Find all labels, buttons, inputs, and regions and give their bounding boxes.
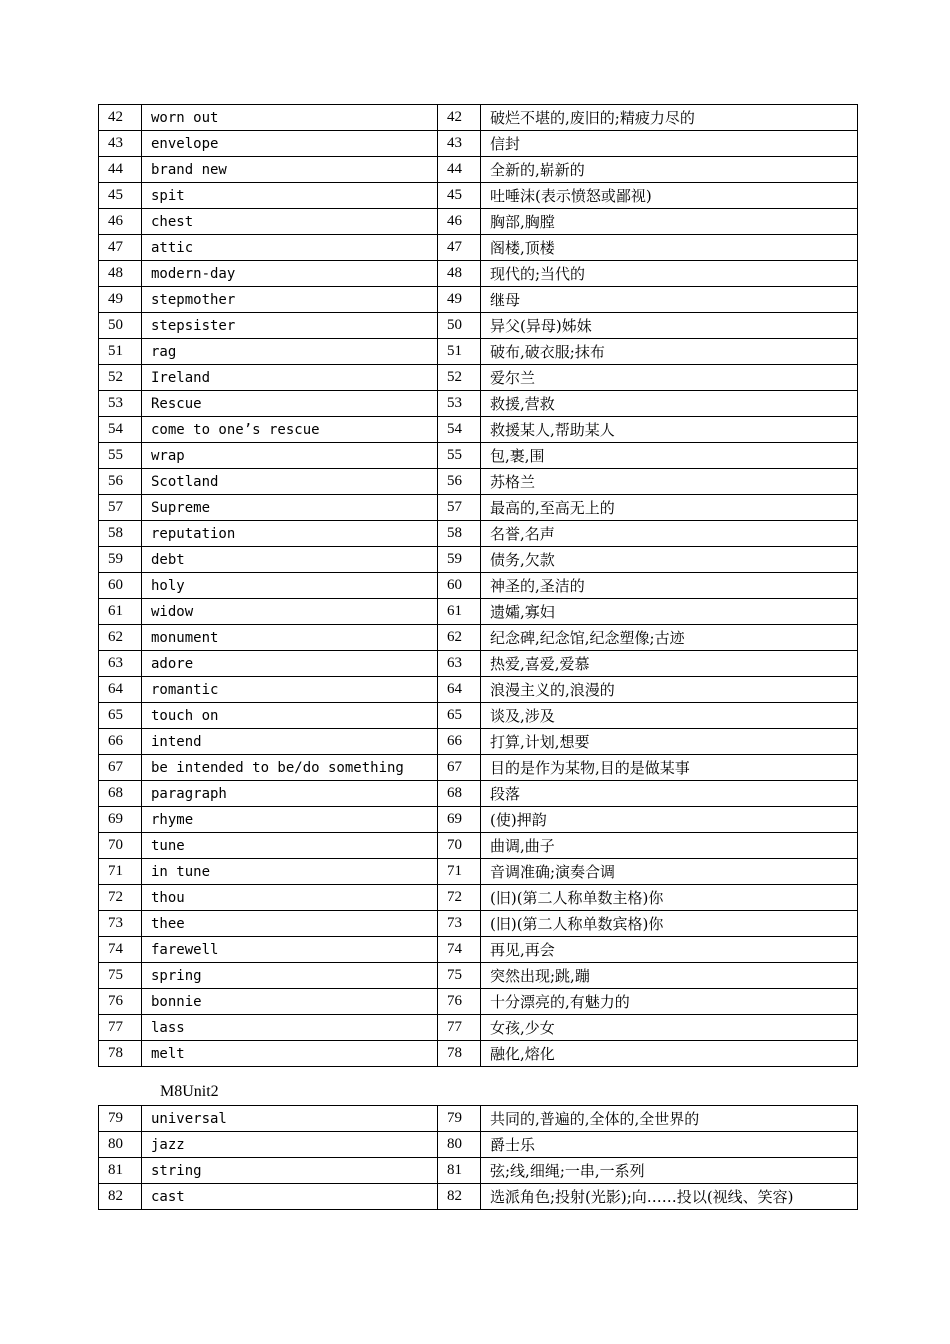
meaning-number: 54: [438, 417, 481, 443]
word-number: 44: [99, 157, 142, 183]
chinese-meaning: 破烂不堪的,废旧的;精疲力尽的: [481, 105, 858, 131]
english-word: touch on: [142, 703, 438, 729]
chinese-meaning: 热爱,喜爱,爱慕: [481, 651, 858, 677]
word-number: 63: [99, 651, 142, 677]
table-row: [99, 859, 858, 885]
meaning-number: 77: [438, 1015, 481, 1041]
english-word: monument: [142, 625, 438, 651]
meaning-number: 58: [438, 521, 481, 547]
table-row: [99, 1158, 858, 1184]
meaning-number: 57: [438, 495, 481, 521]
english-word: rhyme: [142, 807, 438, 833]
word-number: 51: [99, 339, 142, 365]
meaning-number: 70: [438, 833, 481, 859]
table-row: [99, 131, 858, 157]
word-number: 54: [99, 417, 142, 443]
word-number: 53: [99, 391, 142, 417]
chinese-meaning: 音调准确;演奏合调: [481, 859, 858, 885]
chinese-meaning: 谈及,涉及: [481, 703, 858, 729]
word-number: 65: [99, 703, 142, 729]
word-number: 66: [99, 729, 142, 755]
word-number: 45: [99, 183, 142, 209]
meaning-number: 61: [438, 599, 481, 625]
chinese-meaning: 遗孀,寡妇: [481, 599, 858, 625]
chinese-meaning: 女孩,少女: [481, 1015, 858, 1041]
table-row: [99, 1106, 858, 1132]
chinese-meaning: 胸部,胸膛: [481, 209, 858, 235]
chinese-meaning: 爱尔兰: [481, 365, 858, 391]
vocab-table-body: [99, 105, 858, 1067]
word-number: 42: [99, 105, 142, 131]
meaning-number: 64: [438, 677, 481, 703]
meaning-number: 73: [438, 911, 481, 937]
meaning-number: 80: [438, 1132, 481, 1158]
chinese-meaning: 现代的;当代的: [481, 261, 858, 287]
word-number: 76: [99, 989, 142, 1015]
section-title: M8Unit2: [160, 1083, 219, 1100]
chinese-meaning: 神圣的,圣洁的: [481, 573, 858, 599]
word-number: 43: [99, 131, 142, 157]
meaning-number: 46: [438, 209, 481, 235]
meaning-number: 74: [438, 937, 481, 963]
meaning-number: 59: [438, 547, 481, 573]
table-row: [99, 443, 858, 469]
chinese-meaning: 吐唾沫(表示愤怒或鄙视): [481, 183, 858, 209]
chinese-meaning: 浪漫主义的,浪漫的: [481, 677, 858, 703]
english-word: cast: [142, 1184, 438, 1210]
vocab-table-unit2: [98, 1105, 858, 1210]
table-row: [99, 339, 858, 365]
chinese-meaning: 纪念碑,纪念馆,纪念塑像;古迹: [481, 625, 858, 651]
table-row: [99, 573, 858, 599]
meaning-number: 55: [438, 443, 481, 469]
word-number: 57: [99, 495, 142, 521]
chinese-meaning: 共同的,普遍的,全体的,全世界的: [481, 1106, 858, 1132]
meaning-number: 67: [438, 755, 481, 781]
table-row: [99, 911, 858, 937]
meaning-number: 79: [438, 1106, 481, 1132]
english-word: intend: [142, 729, 438, 755]
word-number: 73: [99, 911, 142, 937]
meaning-number: 48: [438, 261, 481, 287]
english-word: adore: [142, 651, 438, 677]
chinese-meaning: (旧)(第二人称单数主格)你: [481, 885, 858, 911]
chinese-meaning: 包,裹,围: [481, 443, 858, 469]
english-word: lass: [142, 1015, 438, 1041]
chinese-meaning: 曲调,曲子: [481, 833, 858, 859]
table-row: [99, 963, 858, 989]
meaning-number: 62: [438, 625, 481, 651]
word-number: 80: [99, 1132, 142, 1158]
word-number: 68: [99, 781, 142, 807]
meaning-number: 53: [438, 391, 481, 417]
meaning-number: 72: [438, 885, 481, 911]
chinese-meaning: 继母: [481, 287, 858, 313]
english-word: in tune: [142, 859, 438, 885]
chinese-meaning: 名誉,名声: [481, 521, 858, 547]
table-row: [99, 547, 858, 573]
word-number: 60: [99, 573, 142, 599]
meaning-number: 47: [438, 235, 481, 261]
table-row: [99, 417, 858, 443]
table-row: [99, 365, 858, 391]
table-row: [99, 1015, 858, 1041]
chinese-meaning: 融化,熔化: [481, 1041, 858, 1067]
english-word: farewell: [142, 937, 438, 963]
chinese-meaning: 爵士乐: [481, 1132, 858, 1158]
word-number: 59: [99, 547, 142, 573]
chinese-meaning: (使)押韵: [481, 807, 858, 833]
meaning-number: 66: [438, 729, 481, 755]
word-number: 50: [99, 313, 142, 339]
english-word: thee: [142, 911, 438, 937]
table-row: [99, 105, 858, 131]
english-word: Rescue: [142, 391, 438, 417]
english-word: Scotland: [142, 469, 438, 495]
meaning-number: 50: [438, 313, 481, 339]
table-row: [99, 755, 858, 781]
word-number: 72: [99, 885, 142, 911]
table-row: [99, 651, 858, 677]
english-word: chest: [142, 209, 438, 235]
meaning-number: 69: [438, 807, 481, 833]
word-number: 82: [99, 1184, 142, 1210]
table-row: [99, 521, 858, 547]
chinese-meaning: 突然出现;跳,蹦: [481, 963, 858, 989]
meaning-number: 45: [438, 183, 481, 209]
table-row: [99, 235, 858, 261]
chinese-meaning: 目的是作为某物,目的是做某事: [481, 755, 858, 781]
table-row: [99, 1132, 858, 1158]
english-word: stepmother: [142, 287, 438, 313]
word-number: 61: [99, 599, 142, 625]
chinese-meaning: 苏格兰: [481, 469, 858, 495]
word-number: 58: [99, 521, 142, 547]
english-word: melt: [142, 1041, 438, 1067]
vocab-table-unit1: [98, 104, 858, 1067]
meaning-number: 60: [438, 573, 481, 599]
table-row: [99, 287, 858, 313]
table-row: [99, 781, 858, 807]
meaning-number: 49: [438, 287, 481, 313]
word-number: 78: [99, 1041, 142, 1067]
chinese-meaning: 债务,欠款: [481, 547, 858, 573]
chinese-meaning: 弦;线,细绳;一串,一系列: [481, 1158, 858, 1184]
word-number: 56: [99, 469, 142, 495]
english-word: string: [142, 1158, 438, 1184]
chinese-meaning: (旧)(第二人称单数宾格)你: [481, 911, 858, 937]
english-word: romantic: [142, 677, 438, 703]
word-number: 47: [99, 235, 142, 261]
table-row: [99, 703, 858, 729]
table-row: [99, 937, 858, 963]
english-word: holy: [142, 573, 438, 599]
meaning-number: 56: [438, 469, 481, 495]
english-word: modern-day: [142, 261, 438, 287]
meaning-number: 44: [438, 157, 481, 183]
english-word: attic: [142, 235, 438, 261]
english-word: bonnie: [142, 989, 438, 1015]
word-number: 69: [99, 807, 142, 833]
word-number: 49: [99, 287, 142, 313]
english-word: reputation: [142, 521, 438, 547]
word-number: 71: [99, 859, 142, 885]
chinese-meaning: 选派角色;投射(光影);向……投以(视线、笑容): [481, 1184, 858, 1210]
meaning-number: 82: [438, 1184, 481, 1210]
table-row: [99, 625, 858, 651]
table-row: [99, 885, 858, 911]
table-row: [99, 1041, 858, 1067]
table-row: [99, 261, 858, 287]
chinese-meaning: 救援,营救: [481, 391, 858, 417]
word-number: 48: [99, 261, 142, 287]
meaning-number: 43: [438, 131, 481, 157]
chinese-meaning: 阁楼,顶楼: [481, 235, 858, 261]
english-word: universal: [142, 1106, 438, 1132]
table-row: [99, 729, 858, 755]
chinese-meaning: 最高的,至高无上的: [481, 495, 858, 521]
english-word: widow: [142, 599, 438, 625]
english-word: spring: [142, 963, 438, 989]
table-row: [99, 989, 858, 1015]
word-number: 77: [99, 1015, 142, 1041]
word-number: 74: [99, 937, 142, 963]
meaning-number: 68: [438, 781, 481, 807]
english-word: jazz: [142, 1132, 438, 1158]
english-word: rag: [142, 339, 438, 365]
table-row: [99, 157, 858, 183]
english-word: thou: [142, 885, 438, 911]
meaning-number: 42: [438, 105, 481, 131]
word-number: 75: [99, 963, 142, 989]
meaning-number: 78: [438, 1041, 481, 1067]
chinese-meaning: 异父(异母)姊妹: [481, 313, 858, 339]
word-number: 55: [99, 443, 142, 469]
meaning-number: 51: [438, 339, 481, 365]
table-row: [99, 313, 858, 339]
word-number: 52: [99, 365, 142, 391]
meaning-number: 63: [438, 651, 481, 677]
english-word: wrap: [142, 443, 438, 469]
chinese-meaning: 打算,计划,想要: [481, 729, 858, 755]
table-row: [99, 677, 858, 703]
chinese-meaning: 全新的,崭新的: [481, 157, 858, 183]
table-row: [99, 495, 858, 521]
english-word: come to one’s rescue: [142, 417, 438, 443]
word-number: 70: [99, 833, 142, 859]
word-number: 81: [99, 1158, 142, 1184]
vocab-table-body: [99, 1106, 858, 1210]
meaning-number: 76: [438, 989, 481, 1015]
table-row: [99, 833, 858, 859]
english-word: tune: [142, 833, 438, 859]
word-number: 67: [99, 755, 142, 781]
table-row: [99, 599, 858, 625]
table-row: [99, 1184, 858, 1210]
chinese-meaning: 再见,再会: [481, 937, 858, 963]
meaning-number: 65: [438, 703, 481, 729]
word-number: 46: [99, 209, 142, 235]
english-word: worn out: [142, 105, 438, 131]
meaning-number: 75: [438, 963, 481, 989]
english-word: envelope: [142, 131, 438, 157]
chinese-meaning: 段落: [481, 781, 858, 807]
word-number: 62: [99, 625, 142, 651]
word-number: 79: [99, 1106, 142, 1132]
table-row: [99, 469, 858, 495]
table-row: [99, 183, 858, 209]
english-word: stepsister: [142, 313, 438, 339]
table-row: [99, 391, 858, 417]
english-word: paragraph: [142, 781, 438, 807]
english-word: debt: [142, 547, 438, 573]
chinese-meaning: 信封: [481, 131, 858, 157]
meaning-number: 71: [438, 859, 481, 885]
chinese-meaning: 救援某人,帮助某人: [481, 417, 858, 443]
table-row: [99, 807, 858, 833]
meaning-number: 52: [438, 365, 481, 391]
english-word: Supreme: [142, 495, 438, 521]
chinese-meaning: 破布,破衣服;抹布: [481, 339, 858, 365]
table-row: [99, 209, 858, 235]
english-word: Ireland: [142, 365, 438, 391]
english-word: spit: [142, 183, 438, 209]
meaning-number: 81: [438, 1158, 481, 1184]
english-word: brand new: [142, 157, 438, 183]
english-word: be intended to be/do something: [142, 755, 438, 781]
chinese-meaning: 十分漂亮的,有魅力的: [481, 989, 858, 1015]
word-number: 64: [99, 677, 142, 703]
